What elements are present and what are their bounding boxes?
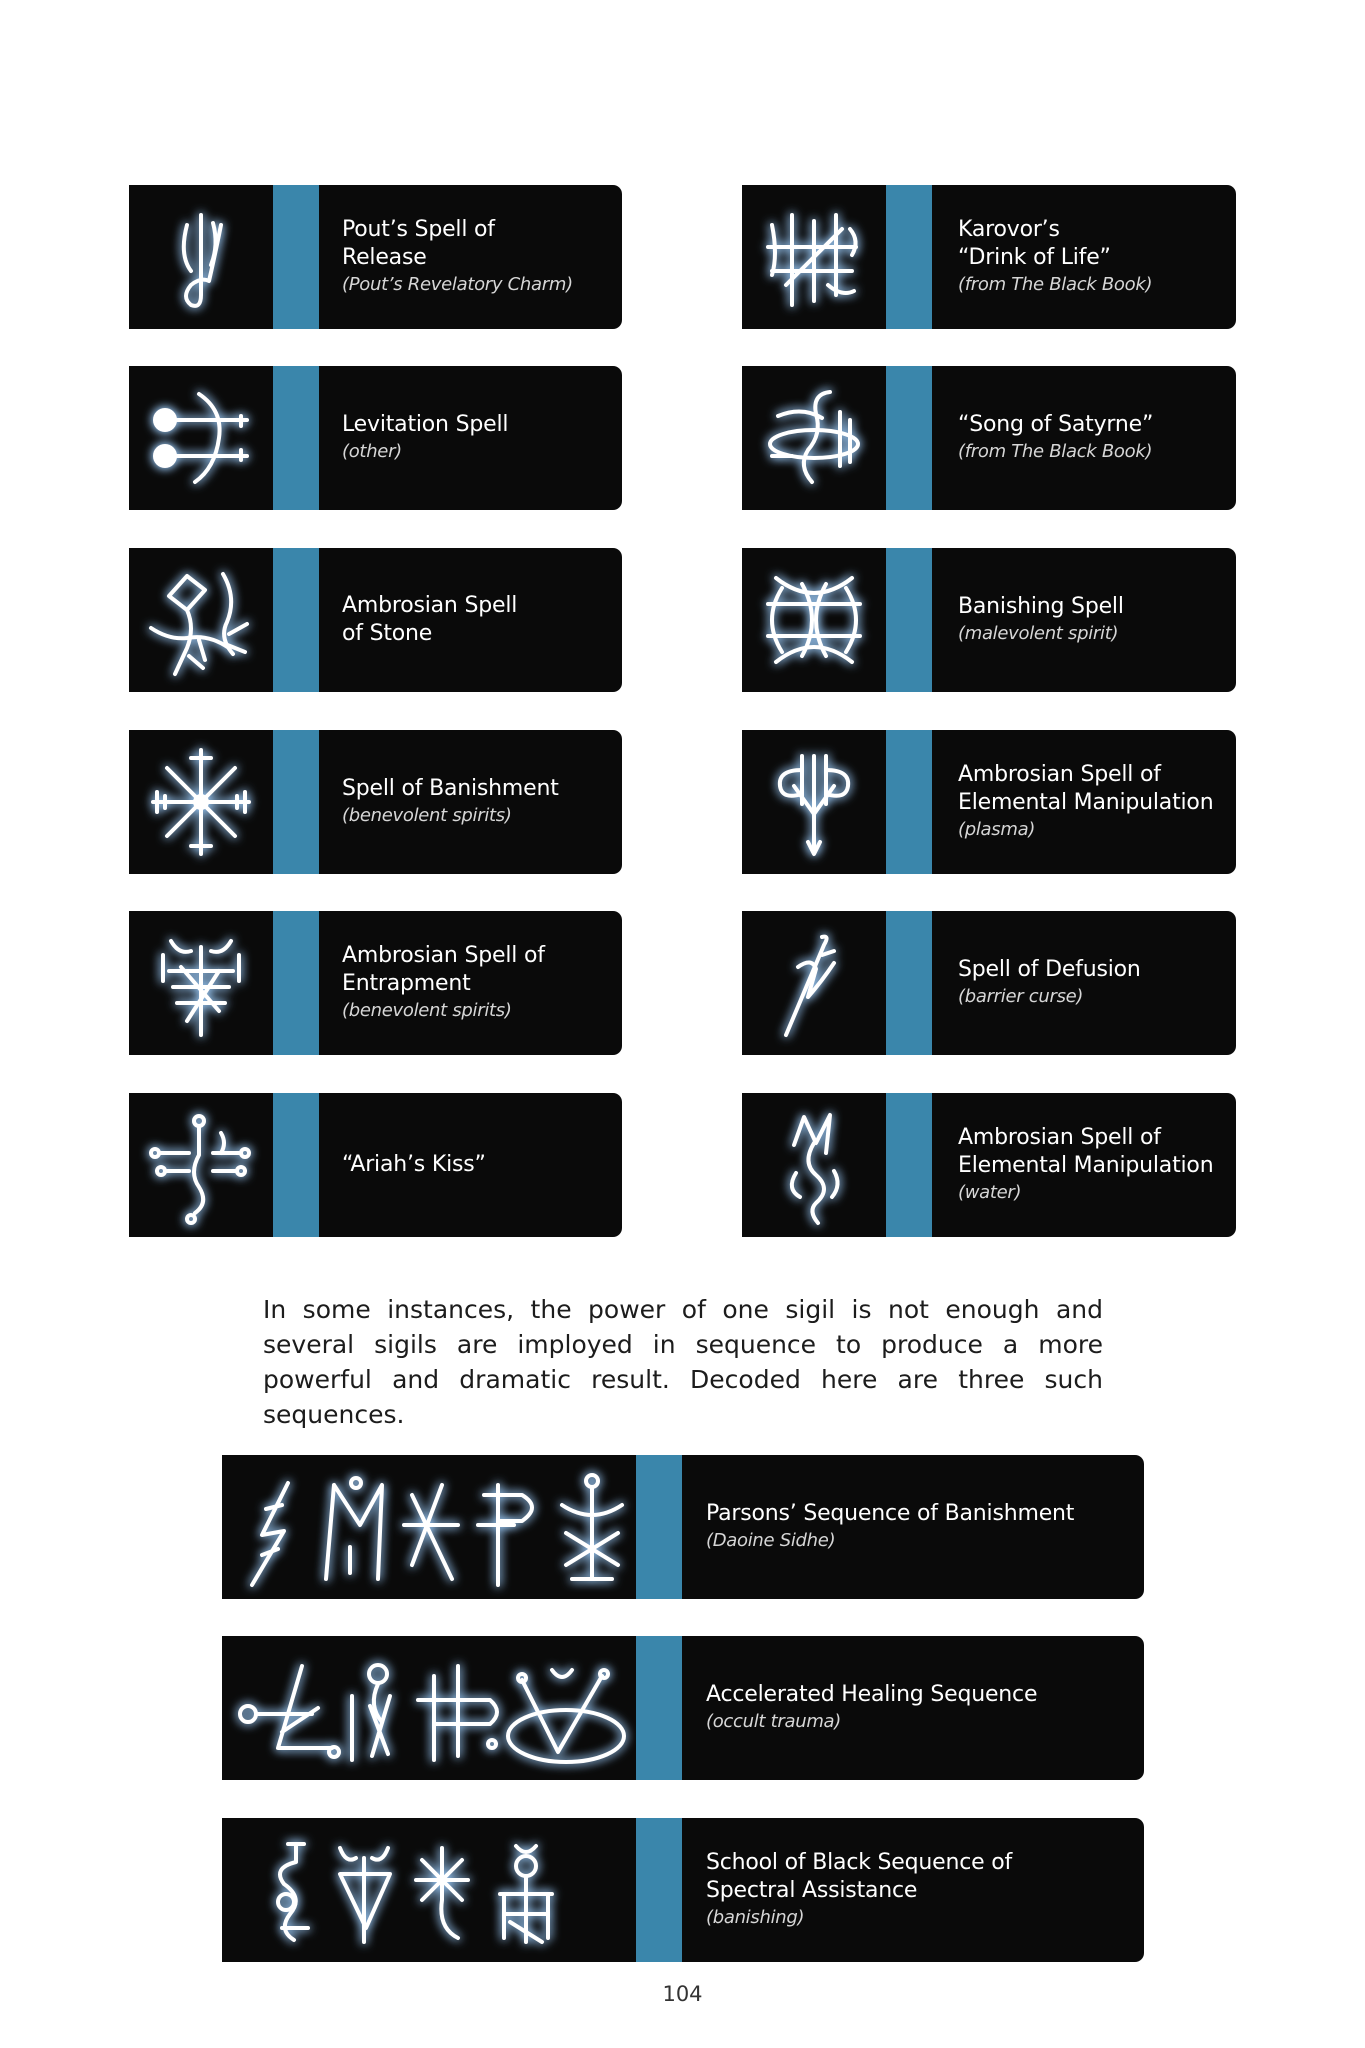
spell-card — [129, 730, 622, 874]
stone-sigil-icon — [129, 548, 273, 692]
accent-stripe — [886, 911, 932, 1055]
spell-title: Ambrosian Spell of Elemental Manipulation — [958, 762, 1214, 815]
levitation-sigil-icon — [129, 366, 273, 510]
spell-card — [742, 548, 1236, 692]
accent-stripe — [273, 185, 319, 329]
release-sigil-icon — [129, 185, 273, 329]
spell-title: Spell of Banishment — [342, 776, 559, 801]
accent-stripe — [886, 1093, 932, 1237]
sequence-title: Parsons’ Sequence of Banishment — [706, 1501, 1075, 1526]
accent-stripe — [273, 730, 319, 874]
spell-subtitle: (from The Black Book) — [958, 441, 1153, 462]
spell-subtitle: (plasma) — [958, 819, 1036, 840]
ariahs-kiss-sigil-icon — [129, 1093, 273, 1237]
accent-stripe — [636, 1636, 682, 1780]
sequence-subtitle: (banishing) — [706, 1907, 805, 1928]
spell-subtitle: (other) — [342, 441, 402, 462]
spectral-assistance-sigils-icon — [222, 1818, 636, 1962]
healing-sequence-sigils-icon — [222, 1636, 636, 1780]
spell-card — [129, 185, 622, 329]
spell-title: Ambrosian Spell of Elemental Manipulation — [958, 1125, 1214, 1178]
sequence-title: Accelerated Healing Sequence — [706, 1682, 1038, 1707]
spell-subtitle: (benevolent spirits) — [342, 1000, 512, 1021]
spell-card — [129, 548, 622, 692]
accent-stripe — [886, 185, 932, 329]
sequence-card — [222, 1455, 1144, 1599]
spell-title: Levitation Spell — [342, 412, 509, 437]
accent-stripe — [273, 911, 319, 1055]
water-sigil-icon — [742, 1093, 886, 1237]
spell-subtitle: (barrier curse) — [958, 986, 1084, 1007]
spell-title: “Ariah’s Kiss” — [342, 1152, 486, 1177]
sequence-card — [222, 1818, 1144, 1962]
accent-stripe — [636, 1818, 682, 1962]
spell-card — [742, 911, 1236, 1055]
spell-card — [742, 730, 1236, 874]
spell-subtitle: (water) — [958, 1182, 1022, 1203]
defusion-sigil-icon — [742, 911, 886, 1055]
spell-title: Pout’s Spell of Release — [342, 217, 495, 270]
spell-card — [129, 911, 622, 1055]
spell-subtitle: (malevolent spirit) — [958, 623, 1119, 644]
spell-title: Karovor’s “Drink of Life” — [958, 217, 1111, 270]
accent-stripe — [886, 730, 932, 874]
accent-stripe — [636, 1455, 682, 1599]
spell-title: Ambrosian Spell of Entrapment — [342, 943, 545, 996]
banishment-sigil-icon — [129, 730, 273, 874]
spell-title: Banishing Spell — [958, 594, 1124, 619]
song-of-satyrne-sigil-icon — [742, 366, 886, 510]
spell-title: Spell of Defusion — [958, 957, 1141, 982]
accent-stripe — [273, 1093, 319, 1237]
accent-stripe — [886, 366, 932, 510]
sequence-card — [222, 1636, 1144, 1780]
spell-title: “Song of Satyrne” — [958, 412, 1154, 437]
spell-card — [742, 366, 1236, 510]
spell-title: Ambrosian Spell of Stone — [342, 593, 518, 646]
sequence-subtitle: (Daoine Sidhe) — [706, 1530, 836, 1551]
spell-subtitle: (from The Black Book) — [958, 274, 1153, 295]
spell-card — [129, 366, 622, 510]
page-number: 104 — [662, 1982, 703, 2006]
spell-subtitle: (benevolent spirits) — [342, 805, 512, 826]
spell-card — [129, 1093, 622, 1237]
drink-of-life-sigil-icon — [742, 185, 886, 329]
sequence-title: School of Black Sequence of Spectral Assistance — [706, 1850, 1013, 1903]
accent-stripe — [273, 548, 319, 692]
banishing-sigil-icon — [742, 548, 886, 692]
banishment-sequence-sigils-icon — [222, 1455, 636, 1599]
plasma-sigil-icon — [742, 730, 886, 874]
spell-card — [742, 1093, 1236, 1237]
spell-card — [742, 185, 1236, 329]
sequence-subtitle: (occult trauma) — [706, 1711, 842, 1732]
intro-paragraph: In some instances, the power of one sigil is not enough and several sigils are imployed in sequence to produce a more powerful and dramatic result. Decoded here are three such sequences. — [263, 1295, 1103, 1429]
accent-stripe — [886, 548, 932, 692]
entrapment-sigil-icon — [129, 911, 273, 1055]
spell-subtitle: (Pout’s Revelatory Charm) — [342, 274, 573, 295]
accent-stripe — [273, 366, 319, 510]
